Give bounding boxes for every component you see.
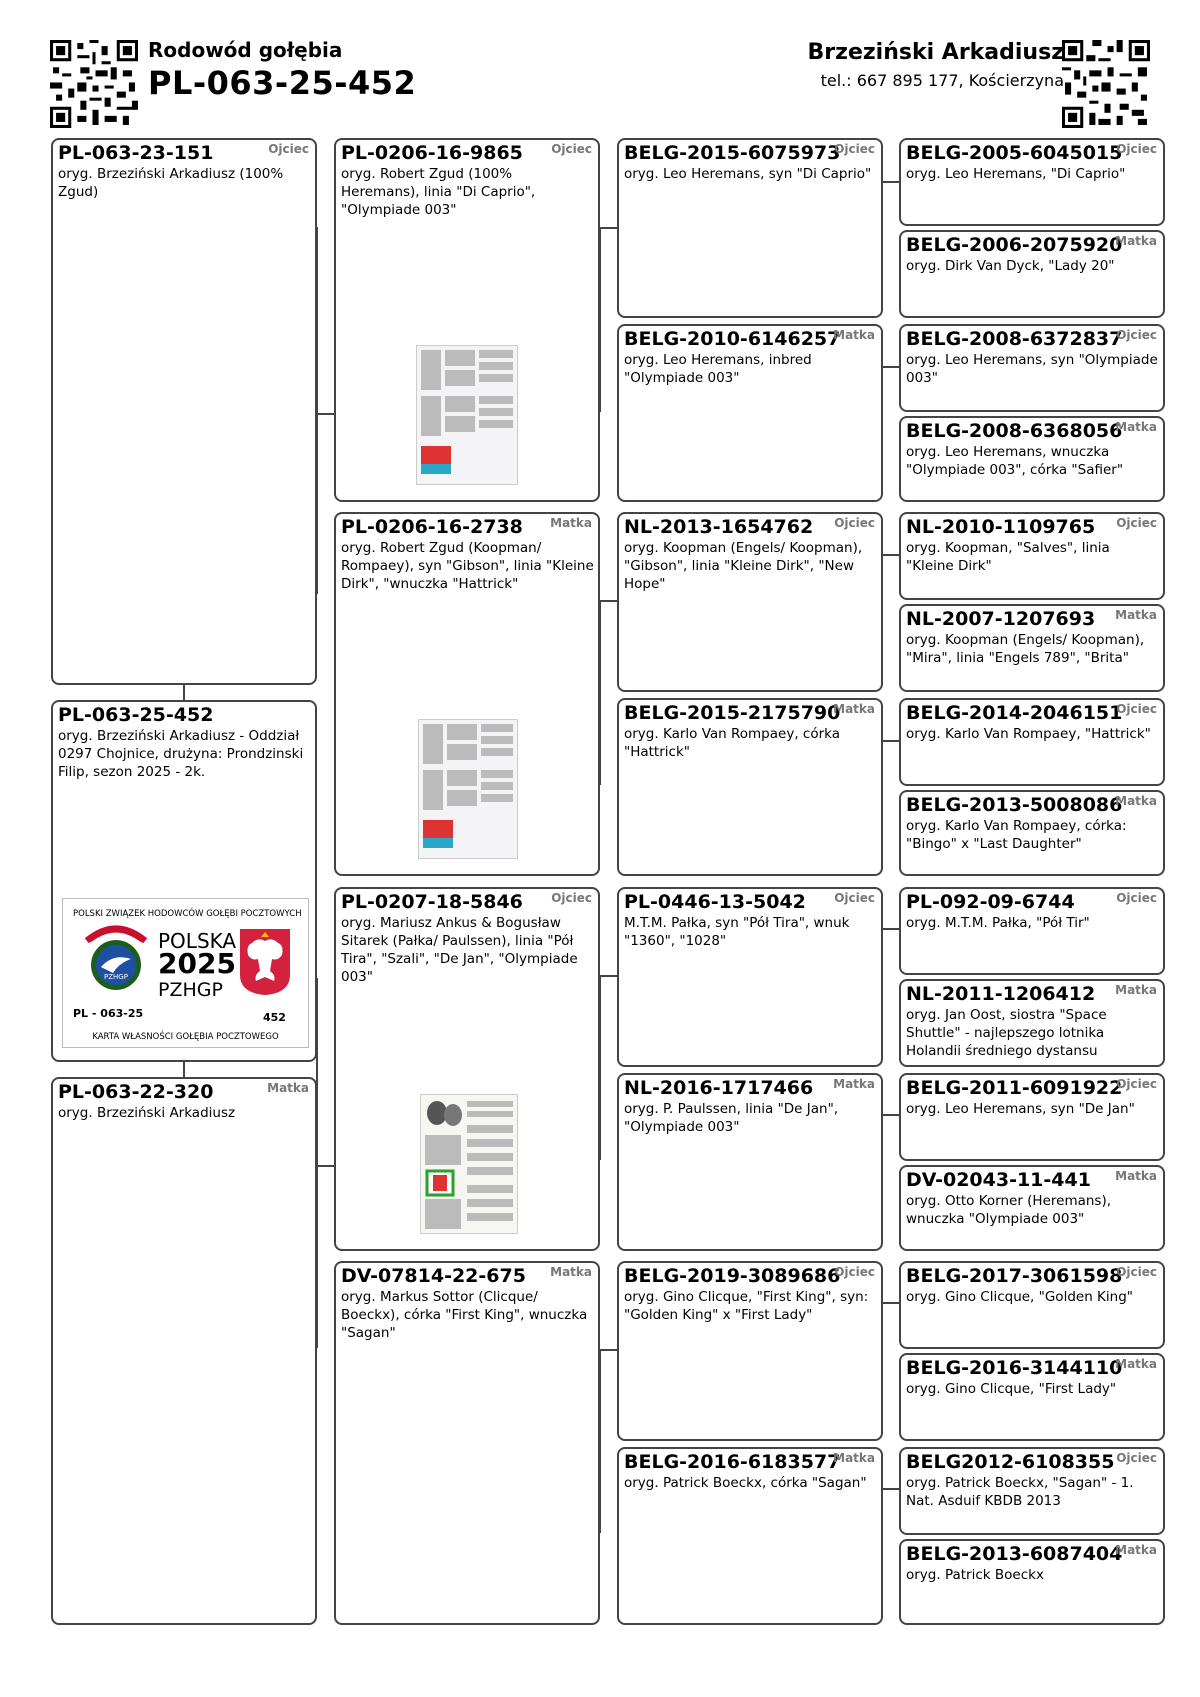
ancestor-card[interactable]: [899, 416, 1165, 502]
sex-label: Matka: [833, 1077, 875, 1091]
pigeon-ring: PL-0446-13-5042: [624, 891, 806, 913]
sex-label: Ojciec: [1116, 328, 1157, 342]
connector-line: [316, 1165, 334, 1167]
pigeon-ring: BELG-2010-6146257: [624, 328, 841, 350]
sex-label: Matka: [1115, 234, 1157, 248]
pigeon-ring: BELG-2014-2046151: [906, 702, 1123, 724]
sex-label: Ojciec: [1116, 1077, 1157, 1091]
pigeon-description: oryg. Leo Heremans, syn "De Jan": [906, 1101, 1135, 1117]
sex-label: Matka: [550, 516, 592, 530]
sex-label: Matka: [1115, 1543, 1157, 1557]
connector-line: [881, 740, 899, 742]
pigeon-description: oryg. Dirk Van Dyck, "Lady 20": [906, 258, 1115, 274]
great-grandparent-card[interactable]: [617, 1261, 883, 1441]
great-grandparent-card[interactable]: [617, 138, 883, 318]
sex-label: Matka: [550, 1265, 592, 1279]
pigeon-description: oryg. Otto Korner (Heremans), wnuczka "Olympiade 003": [906, 1193, 1112, 1227]
sex-label: Matka: [833, 328, 875, 342]
sex-label: Ojciec: [551, 142, 592, 156]
ancestor-card[interactable]: [899, 1073, 1165, 1161]
qr-code-right-icon: [1062, 40, 1150, 128]
pigeon-description: oryg. Patrick Boeckx: [906, 1567, 1044, 1583]
pedigree-thumbnail-icon: [420, 1094, 518, 1234]
pigeon-description: oryg. Brzeziński Arkadiusz - Oddział 0297 Chojnice, drużyna: Prondzinski Filip, sezon 2025 - 2k.: [58, 728, 304, 780]
pigeon-description: oryg. Mariusz Ankus & Bogusław Sitarek (Pałka/ Paulssen), linia "Pół Tira", "Szali", "De Jan", "Olympiade 003": [341, 915, 578, 985]
pigeon-ring: BELG-2015-2175790: [624, 702, 841, 724]
ancestor-card[interactable]: [899, 138, 1165, 226]
pigeon-description: oryg. Karlo Van Rompaey, córka: "Bingo" x "Last Daughter": [906, 818, 1127, 852]
pigeon-ring: PL-063-22-320: [58, 1081, 214, 1103]
ancestor-card[interactable]: [899, 979, 1165, 1067]
sex-label: Matka: [833, 702, 875, 716]
pigeon-ring: NL-2007-1207693: [906, 608, 1096, 630]
pigeon-ring: BELG2012-6108355: [906, 1451, 1115, 1473]
pigeon-ring: PL-0206-16-2738: [341, 516, 523, 538]
pigeon-description: oryg. Robert Zgud (Koopman/ Rompaey), syn "Gibson", linia "Kleine Dirk", "wnuczka "Hattrick": [341, 540, 594, 592]
pigeon-description: oryg. Leo Heremans, wnuczka "Olympiade 003", córka "Safier": [906, 444, 1124, 478]
pedigree-thumbnail-icon: [416, 345, 518, 485]
breeder-contact: tel.: 667 895 177, Kościerzyna: [820, 71, 1064, 90]
great-grandparent-card[interactable]: [617, 698, 883, 876]
pigeon-ring: BELG-2013-5008086: [906, 794, 1123, 816]
pigeon-description: oryg. Koopman (Engels/ Koopman), "Mira", linia "Engels 789", "Brita": [906, 632, 1145, 666]
pigeon-description: oryg. M.T.M. Pałka, "Pół Tir": [906, 915, 1090, 931]
connector-line: [599, 975, 617, 977]
ancestor-card[interactable]: [899, 887, 1165, 975]
pigeon-ring: BELG-2008-6372837: [906, 328, 1123, 350]
pigeon-description: oryg. P. Paulssen, linia "De Jan", "Olympiade 003": [624, 1101, 839, 1135]
connector-line: [881, 554, 899, 556]
ancestor-card[interactable]: [899, 1447, 1165, 1535]
sex-label: Ojciec: [551, 891, 592, 905]
sex-label: Ojciec: [834, 142, 875, 156]
sex-label: Matka: [1115, 794, 1157, 808]
pigeon-description: oryg. Leo Heremans, "Di Caprio": [906, 166, 1126, 182]
sex-label: Ojciec: [1116, 142, 1157, 156]
pigeon-ring: BELG-2011-6091922: [906, 1077, 1123, 1099]
connector-line: [881, 1302, 899, 1304]
pigeon-description: oryg. Robert Zgud (100% Heremans), linia "Di Caprio", "Olympiade 003": [341, 166, 536, 218]
badge-ring-prefix: PL - 063-25: [73, 1007, 144, 1020]
pigeon-ring: PL-092-09-6744: [906, 891, 1075, 913]
polish-eagle-icon: [238, 927, 292, 997]
svg-text:PZHGP: PZHGP: [104, 973, 128, 981]
pigeon-description: oryg. Patrick Boeckx, "Sagan" - 1. Nat. Asduif KBDB 2013: [906, 1475, 1134, 1509]
connector-line: [881, 366, 899, 368]
pigeon-ring: BELG-2006-2075920: [906, 234, 1123, 256]
pigeon-description: oryg. Markus Sottor (Clicque/ Boeckx), córka "First King", wnuczka "Sagan": [341, 1289, 588, 1341]
ancestor-card[interactable]: [899, 1165, 1165, 1251]
grandparent-card[interactable]: [334, 887, 600, 1251]
pigeon-ring: BELG-2017-3061598: [906, 1265, 1123, 1287]
sire-card[interactable]: [51, 138, 317, 685]
great-grandparent-card[interactable]: [617, 1073, 883, 1251]
ancestor-card[interactable]: [899, 512, 1165, 600]
sex-label: Ojciec: [834, 516, 875, 530]
pigeon-ring: BELG-2016-6183577: [624, 1451, 841, 1473]
sex-label: Matka: [1115, 1169, 1157, 1183]
connector-line: [599, 227, 617, 229]
sex-label: Ojciec: [268, 142, 309, 156]
badge-year: 2025: [158, 947, 236, 980]
pigeon-ring: BELG-2016-3144110: [906, 1357, 1123, 1379]
connector-line: [881, 1114, 899, 1116]
pedigree-thumbnail-icon: [418, 719, 518, 859]
grandparent-card[interactable]: [334, 1261, 600, 1625]
sex-label: Matka: [1115, 608, 1157, 622]
pigeon-ring: NL-2013-1654762: [624, 516, 814, 538]
pigeon-description: M.T.M. Pałka, syn "Pół Tira", wnuk "1360", "1028": [624, 915, 850, 949]
pigeon-description: oryg. Koopman (Engels/ Koopman), "Gibson", linia "Kleine Dirk", "New Hope": [624, 540, 863, 592]
pigeon-ring: DV-02043-11-441: [906, 1169, 1091, 1191]
pigeon-description: oryg. Koopman, "Salves", linia "Kleine Dirk": [906, 540, 1110, 574]
ancestor-card[interactable]: [899, 1261, 1165, 1349]
qr-code-left-icon: [50, 40, 138, 128]
connector-line: [881, 181, 899, 183]
connector-line: [183, 1061, 185, 1077]
connector-line: [183, 684, 185, 700]
badge-org: POLSKI ZWIĄZEK HODOWCÓW GOŁĘBI POCZTOWYCH: [73, 909, 302, 919]
document-title: Rodowód gołębia: [148, 38, 343, 62]
pigeon-ring: BELG-2019-3089686: [624, 1265, 841, 1287]
great-grandparent-card[interactable]: [617, 324, 883, 502]
connector-line: [881, 1488, 899, 1490]
sex-label: Ojciec: [1116, 702, 1157, 716]
connector-line: [881, 928, 899, 930]
ancestor-card[interactable]: [899, 698, 1165, 786]
pigeon-description: oryg. Brzeziński Arkadiusz: [58, 1105, 236, 1121]
badge-country: POLSKA: [158, 929, 237, 953]
sex-label: Matka: [267, 1081, 309, 1095]
pigeon-description: oryg. Leo Heremans, syn "Di Caprio": [624, 166, 872, 182]
great-grandparent-card[interactable]: [617, 1447, 883, 1625]
breeder-name: Brzeziński Arkadiusz: [807, 40, 1064, 65]
badge-ring-number: 452: [263, 1011, 286, 1024]
sex-label: Matka: [1115, 983, 1157, 997]
sex-label: Ojciec: [834, 891, 875, 905]
sex-label: Matka: [1115, 420, 1157, 434]
connector-line: [599, 600, 617, 602]
pigeon-description: oryg. Gino Clicque, "First Lady": [906, 1381, 1117, 1397]
pigeon-description: oryg. Brzeziński Arkadiusz (100% Zgud): [58, 166, 284, 200]
connector-line: [316, 413, 334, 415]
pigeon-ring: NL-2016-1717466: [624, 1077, 814, 1099]
badge-card-label: KARTA WŁASNOŚCI GOŁĘBIA POCZTOWEGO: [92, 1032, 279, 1042]
pigeon-ring: NL-2010-1109765: [906, 516, 1096, 538]
dam-card[interactable]: [51, 1077, 317, 1625]
pigeon-ring: NL-2011-1206412: [906, 983, 1096, 1005]
breeder-info: [808, 40, 1064, 90]
great-grandparent-card[interactable]: [617, 887, 883, 1067]
pigeon-description: oryg. Karlo Van Rompaey, "Hattrick": [906, 726, 1151, 742]
pigeon-ring: BELG-2013-6087404: [906, 1543, 1123, 1565]
pzhgp-logo-icon: [81, 923, 151, 995]
pigeon-description: oryg. Jan Oost, siostra "Space Shuttle" - najlepszego lotnika Holandii średniego dystansu: [906, 1007, 1107, 1059]
pigeon-ring: BELG-2005-6045015: [906, 142, 1123, 164]
ancestor-card[interactable]: [899, 604, 1165, 692]
sex-label: Ojciec: [1116, 516, 1157, 530]
pigeon-description: oryg. Karlo Van Rompaey, córka "Hattrick": [624, 726, 840, 760]
sex-label: Matka: [833, 1451, 875, 1465]
pedigree-header: [148, 38, 416, 102]
pigeon-description: oryg. Gino Clicque, "First King", syn: "Golden King" x "First Lady": [624, 1289, 869, 1323]
grandparent-card[interactable]: [334, 138, 600, 502]
badge-abbr: PZHGP: [158, 979, 223, 1001]
ancestor-card[interactable]: [899, 324, 1165, 412]
ancestor-card[interactable]: [899, 230, 1165, 318]
connector-line: [599, 1349, 617, 1351]
pigeon-description: oryg. Patrick Boeckx, córka "Sagan": [624, 1475, 867, 1491]
sex-label: Ojciec: [1116, 891, 1157, 905]
great-grandparent-card[interactable]: [617, 512, 883, 692]
pigeon-ring: DV-07814-22-675: [341, 1265, 526, 1287]
sex-label: Ojciec: [1116, 1451, 1157, 1465]
sex-label: Ojciec: [1116, 1265, 1157, 1279]
pigeon-ring: PL-0207-18-5846: [341, 891, 523, 913]
sex-label: Ojciec: [834, 1265, 875, 1279]
pigeon-ring: BELG-2008-6368056: [906, 420, 1123, 442]
ownership-card-image: [62, 898, 309, 1048]
pigeon-ring: PL-063-25-452: [58, 704, 214, 726]
ancestor-card[interactable]: [899, 1539, 1165, 1625]
pigeon-description: oryg. Leo Heremans, inbred "Olympiade 003": [624, 352, 812, 386]
pigeon-ring: PL-063-23-151: [58, 142, 214, 164]
pigeon-description: oryg. Leo Heremans, syn "Olympiade 003": [906, 352, 1158, 386]
subject-ring-number: PL-063-25-452: [148, 64, 417, 102]
pigeon-description: oryg. Gino Clicque, "Golden King": [906, 1289, 1133, 1305]
ancestor-card[interactable]: [899, 790, 1165, 876]
ancestor-card[interactable]: [899, 1353, 1165, 1441]
grandparent-card[interactable]: [334, 512, 600, 876]
pigeon-ring: BELG-2015-6075973: [624, 142, 841, 164]
sex-label: Matka: [1115, 1357, 1157, 1371]
pigeon-ring: PL-0206-16-9865: [341, 142, 523, 164]
